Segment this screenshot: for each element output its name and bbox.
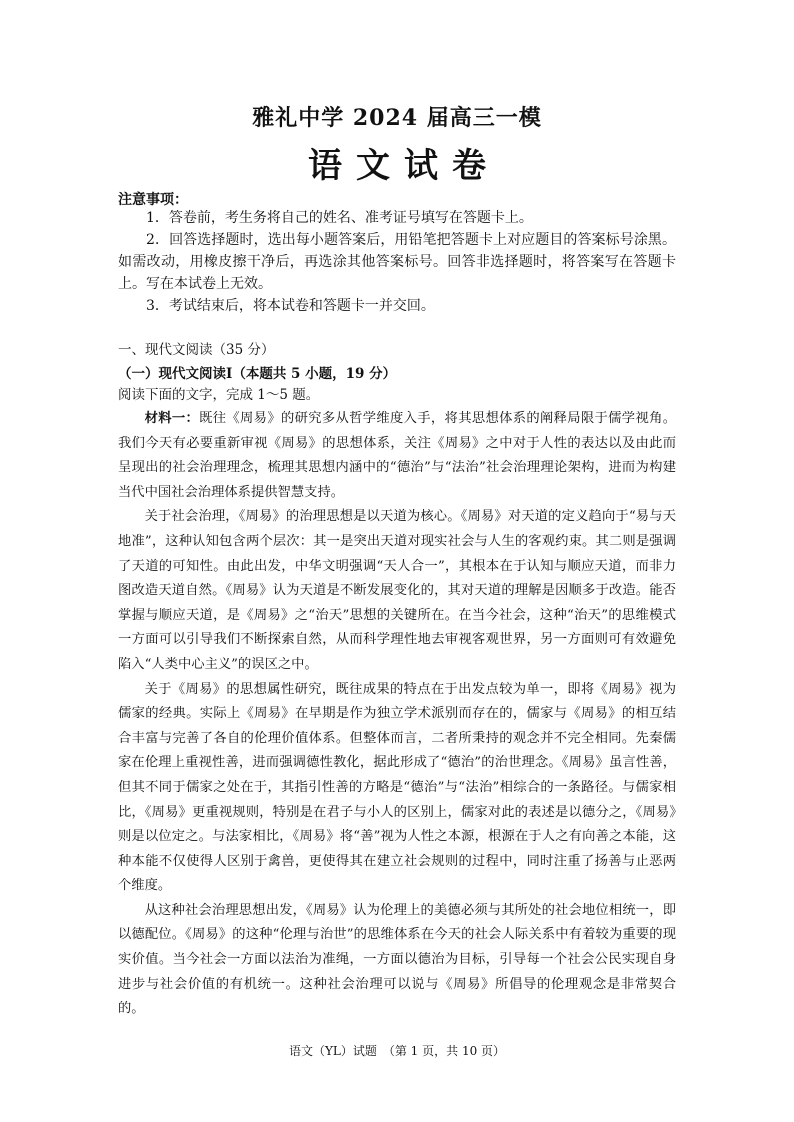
- reading-instruction: 阅读下面的文字，完成 1～5 题。: [118, 387, 320, 403]
- notice-item: 3．考试结束后，将本试卷和答题卡一并交回。: [146, 298, 435, 314]
- school-title: 雅礼中学 2024 届高三一模: [252, 105, 542, 131]
- passage-paragraph: 关于《周易》的思想属性研究，既往成果的特点在于出发点较为单一，即将《周易》视为儒家的经典。实际上《周易》在早期是作为独立学术派别而存在的，儒家与《周易》的相互结合丰富与完善了各自的伦理价值体系。但整体而言，二者所秉持的观念并不完全相同。先秦儒家在伦理上重视性善，进而强调德性教化，据此形成了“德治”的治世理念。《周易》虽言性善，但其不同于儒家之处在于，其指引性善的方略是“德治”与“法治”相综合的一条路径。与儒家相比，《周易》更重视规则，特别是在君子与小人的区别上，儒家对此的表述是以德分之，《周易》则是以位定之。与法家相比，《周易》将“善”视为人性之本源，根源在于人之有向善之本能，这种本能不仅使得人区别于禽兽，更使得其在建立社会规则的过程中，同时注重了扬善与止恶两个维度。: [118, 681, 676, 894]
- notice-item: 2．回答选择题时，选出每小题答案后，用铅笔把答题卡上对应题目的答案标号涂黑。如需改动，用橡皮擦干净后，再选涂其他答案标号。回答非选择题时，将答案写在答题卡上。写在本试卷上无效。: [118, 232, 676, 292]
- passage-paragraph: [118, 407, 676, 505]
- material-label: 材料一：: [144, 411, 200, 426]
- page-footer: 语文（YL）试题 （第 1 页，共 10 页）: [288, 1044, 506, 1058]
- section-title: 一、现代文阅读（35 分）: [118, 342, 275, 358]
- passage-paragraph: 从这种社会治理思想出发，《周易》认为伦理上的美德必须与其所处的社会地位相统一，即以德配位。《周易》的这种“伦理与治世”的思维体系在今天的社会人际关系中有着较为重要的现实价值。当今社会一方面以法治为准绳，一方面以德治为目标，引导每一个社会公民实现自身进步与社会价值的有机统一。这种社会治理可以说与《周易》所倡导的伦理观念是非常契合的。: [118, 902, 676, 1017]
- notice-item: 1．答卷前，考生务将自己的姓名、准考证号填写在答题卡上。: [146, 210, 533, 226]
- reading-passage: [118, 407, 676, 1022]
- exam-title: 语文试卷: [308, 146, 500, 186]
- notice-list: [118, 207, 676, 317]
- sub-section-title: （一）现代文阅读Ⅰ（本题共 5 小题，19 分）: [118, 366, 397, 382]
- notice-heading: 注意事项：: [118, 192, 188, 208]
- paragraph-text: 既往《周易》的研究多从哲学维度入手，将其思想体系的阐释局限于儒学视角。我们今天有必要重新审视《周易》的思想体系，关注《周易》之中对于人性的表达以及由此而呈现出的社会治理理念，梳理其思想内涵中的“德治”与“法治”社会治理理论架构，进而为构建当代中国社会治理体系提供智慧支持。: [118, 411, 677, 500]
- passage-paragraph: 关于社会治理，《周易》的治理思想是以天道为核心。《周易》对天道的定义趋向于“易与天地准”，这种认知包含两个层次：其一是突出天道对现实社会与人生的客观约束。其二则是强调了天道的可知性。由此出发，中华文明强调“天人合一”，其根本在于认知与顺应天道，而非力图改造天道自然。《周易》认为天道是不断发展变化的，其对天道的理解是因顺多于改造。能否掌握与顺应天道，是《周易》之“治天”思想的关键所在。在当今社会，这种“治天”的思维模式一方面可以引导我们不断探索自然，从而科学理性地去审视客观世界，另一方面则可有效避免陷入“人类中心主义”的误区之中。: [118, 509, 676, 672]
